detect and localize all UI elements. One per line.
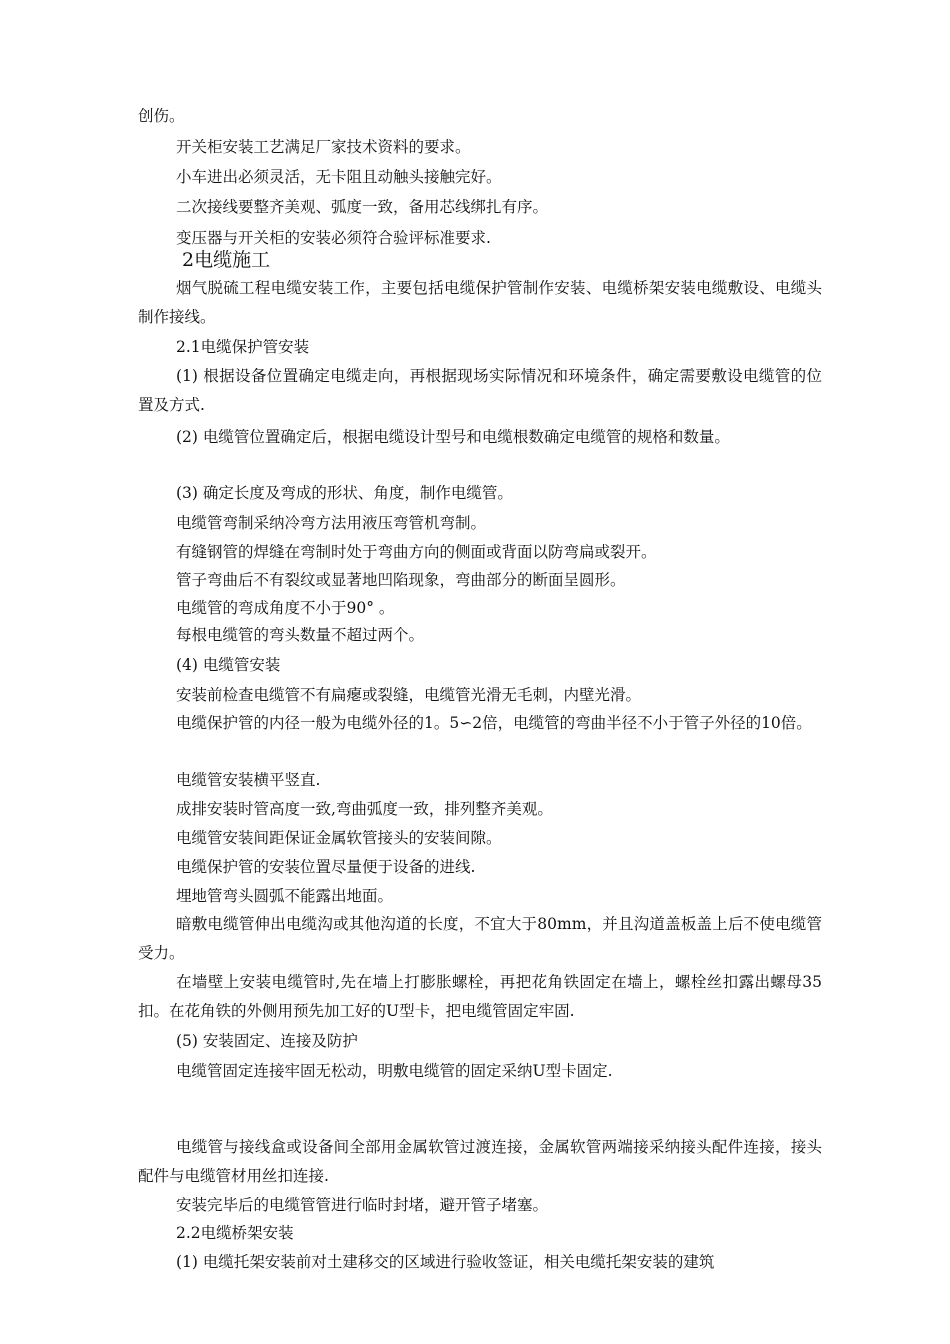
paragraph-step-2: (2) 电缆管位置确定后，根据电缆设计型号和电缆根数确定电缆管的规格和数量。 <box>176 428 730 446</box>
text-line: 电缆管安装横平竖直. <box>176 771 321 789</box>
paragraph-inner-diameter: 电缆保护管的内径一般为电缆外径的1。5∽2倍，电缆管的弯曲半径不小于管子外径的10倍。 <box>176 714 812 732</box>
text-line: 创伤。 <box>138 107 185 125</box>
section-heading: 2电缆施工 <box>182 249 271 271</box>
text-line: (1) 电缆托架安装前对土建移交的区域进行验收签证，相关电缆托架安装的建筑 <box>176 1253 715 1271</box>
text-line: 有缝钢管的焊缝在弯制时处于弯曲方向的侧面或背面以防弯扁或裂开。 <box>176 543 657 561</box>
text-line: 安装前检查电缆管不有扁瘪或裂缝，电缆管光滑无毛刺，内壁光滑。 <box>176 686 642 704</box>
text-line: 电缆保护管的安装位置尽量便于设备的进线. <box>176 858 476 876</box>
text-line: 电缆管安装间距保证金属软管接头的安装间隙。 <box>176 829 502 847</box>
text-line: 每根电缆管的弯头数量不超过两个。 <box>176 626 425 644</box>
paragraph-conceal: 暗敷电缆管伸出电缆沟或其他沟道的长度，不宜大于80mm，并且沟道盖板盖上后不使电缆管受力。 <box>138 915 822 962</box>
text-line: 成排安装时管高度一致,弯曲弧度一致，排列整齐美观。 <box>176 800 553 818</box>
paragraph-step-1: (1) 根据设备位置确定电缆走向，再根据现场实际情况和环境条件，确定需要敷设电缆管的位置及方式. <box>138 367 822 414</box>
text-line: 埋地管弯头圆弧不能露出地面。 <box>176 887 394 905</box>
text-line: (4) 电缆管安装 <box>176 656 281 674</box>
text-line: 开关柜安装工艺满足厂家技术资料的要求。 <box>176 138 471 156</box>
text-line: 小车进出必须灵活，无卡阻且动触头接触完好。 <box>176 168 502 186</box>
subsection-heading: 2.1电缆保护管安装 <box>176 338 310 356</box>
text-line: 变压器与开关柜的安装必须符合验评标准要求. <box>176 229 491 247</box>
text-line: (3) 确定长度及弯成的形状、角度，制作电缆管。 <box>176 484 513 502</box>
subsection-heading: 2.2电缆桥架安装 <box>176 1224 294 1242</box>
text-line: 二次接线要整齐美观、弧度一致，备用芯线绑扎有序。 <box>176 198 549 216</box>
paragraph-flex-conduit: 电缆管与接线盒或设备间全部用金属软管过渡连接，金属软管两端接采纳接头配件连接，接头配件与电缆管材用丝扣连接. <box>138 1138 822 1185</box>
text-line: (5) 安装固定、连接及防护 <box>176 1032 358 1050</box>
text-line: 电缆管固定连接牢固无松动，明敷电缆管的固定采纳U型卡固定. <box>176 1062 613 1080</box>
text-line: 管子弯曲后不有裂纹或显著地凹陷现象，弯曲部分的断面呈圆形。 <box>176 571 626 589</box>
paragraph-wall-mount: 在墙壁上安装电缆管时,先在墙上打膨胀螺栓，再把花角铁固定在墙上，螺栓丝扣露出螺母35扣。在花角铁的外侧用预先加工好的U型卡，把电缆管固定牢固. <box>138 973 822 1020</box>
text-line: 电缆管的弯成角度不小于90° 。 <box>176 599 395 617</box>
text-line: 安装完毕后的电缆管管进行临时封堵，避开管子堵塞。 <box>176 1196 549 1214</box>
text-line: 电缆管弯制采纳冷弯方法用液压弯管机弯制。 <box>176 514 487 532</box>
paragraph-intro: 烟气脱硫工程电缆安装工作，主要包括电缆保护管制作安装、电缆桥架安装电缆敷设、电缆头制作接线。 <box>138 279 822 326</box>
